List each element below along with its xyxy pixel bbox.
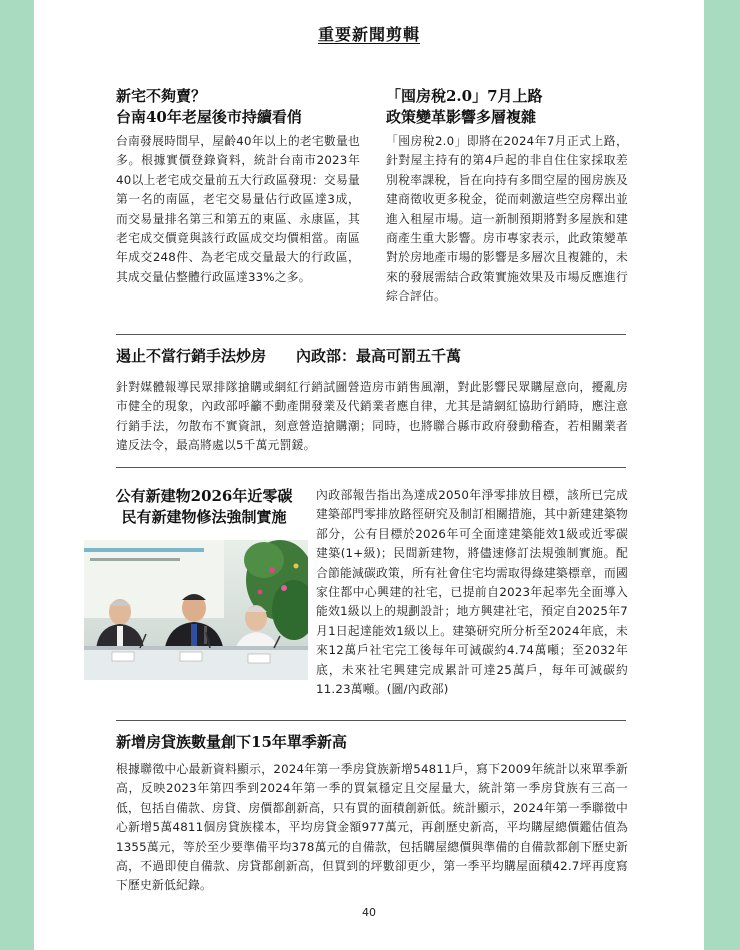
article-2-body: 「囤房稅2.0」即將在2024年7月正式上路，針對屋主持有的第4戶起的非自住住家採取差別稅率課稅，旨在向持有多間空屋的囤房族及建商徵收更多稅金，從而刺激這些空房釋出並進入租屋市場。這一新制預期將對多屋族和建商產生重大影響。房市專家表示，此政策變革對於房地產市場的影響是多層次且複雜的，未來的發展需結合政策實施效果及市場反應進行綜合評估。 xyxy=(386,134,628,304)
article-3-body: 針對媒體報導民眾排隊搶購或網紅行銷試圖營造房市銷售風潮，對此影響民眾購屋意向，擾亂房市健全的現象，內政部呼籲不動產開發業及代銷業者應自律，尤其是請網紅協助行銷時，應注意行銷手法，勿散布不實資訊，刻意營造搶購潮；同時，也將聯合縣市政府發動稽查，若相關業者違反法令，最高將處以5千萬元罰鍰。 xyxy=(116,380,628,453)
article-2-headline xyxy=(386,86,631,128)
article-2-title-line2: 政策變革影響多層複雜 xyxy=(386,108,537,126)
page-number: 40 xyxy=(362,906,376,919)
divider xyxy=(116,334,626,335)
newsletter-page xyxy=(34,0,704,950)
article-1-body: 台南發展時間早，屋齡40年以上的老宅數量也多。根據實價登錄資料，統計台南市2023年40以上老宅成交量前五大行政區發現：交易量第一名的南區，老宅交易量佔行政區達3成，而交易量排名第三和第五的東區、永康區，其老宅成交價竟與該行政區成交均價相當。南區年成交248件、為老宅成交量最大的行政區，其成交量佔整體行政區達33%之多。 xyxy=(116,134,360,284)
divider xyxy=(116,720,626,721)
article-1-title-line2: 台南40年老屋後市持續看俏 xyxy=(116,108,302,126)
divider xyxy=(116,467,626,468)
article-1-title-line1: 新宅不夠賣？ xyxy=(116,87,207,105)
press-conference-photo xyxy=(84,540,308,680)
article-3-title: 遏止不當行銷手法炒房 內政部：最高可罰五千萬 xyxy=(116,347,462,365)
press-conference-illustration xyxy=(84,540,308,680)
article-4-title-line1: 公有新建物2026年近零碳 xyxy=(115,487,293,505)
article-4-title-line2: 民有新建物修法強制實施 xyxy=(121,508,287,526)
section-title: 重要新聞剪輯 xyxy=(317,25,420,44)
article-2-title-line1: 「囤房稅2.0」7月上路 xyxy=(386,87,543,105)
article-5-body: 根據聯徵中心最新資料顯示，2024年第一季房貸族新增54811戶，寫下2009年統計以來單季新高，反映2023年第四季到2024年第一季的買氣穩定且交屋量大，統計第一季房貸族有三高一低，包括自備款、房貸、房價都創新高，只有買的面積創新低。統計顯示，2024年第一季聯徵中心新增5萬4811個房貸族樣本，平均房貸金額977萬元，再創歷史新高，平均購屋總價鑑估值為1355萬元，等於至少要準備平均378萬元的自備款，包括購屋總價與準備的自備款都創下歷史新高，不過即使自備款、房貸都創新高，但買到的坪數卻更少，第一季平均購屋面積42.7坪再度寫下歷史新低紀錄。 xyxy=(116,762,628,893)
article-5-title: 新增房貸族數量創下15年單季新高 xyxy=(116,733,347,751)
article-1-headline xyxy=(116,86,356,128)
article-4-body: 內政部報告指出為達成2050年淨零排放目標，該所已完成建築部門零排放路徑研究及制訂相關措施，其中新建建築物部分，公有目標於2026年可全面達建築能效1級或近零碳建築(1+級)；民間新建物，將儘速修訂法規強制實施。配合節能減碳政策，所有社會住宅均需取得綠建築標章，而國家住都中心興建的社宅，已提前自2023年起率先全面導入能效1級以上的規劃設計；地方興建社宅，預定自2025年7月1日起達能效1級以上。建築研究所分析至2024年底，未來12萬戶社宅完工後每年可減碳約4.74萬噸；至2032年底，未來社宅興建完成累計可達25萬戶，每年可減碳約11.23萬噸。(圖/內政部) xyxy=(316,488,628,697)
article-4-headline xyxy=(94,486,314,528)
